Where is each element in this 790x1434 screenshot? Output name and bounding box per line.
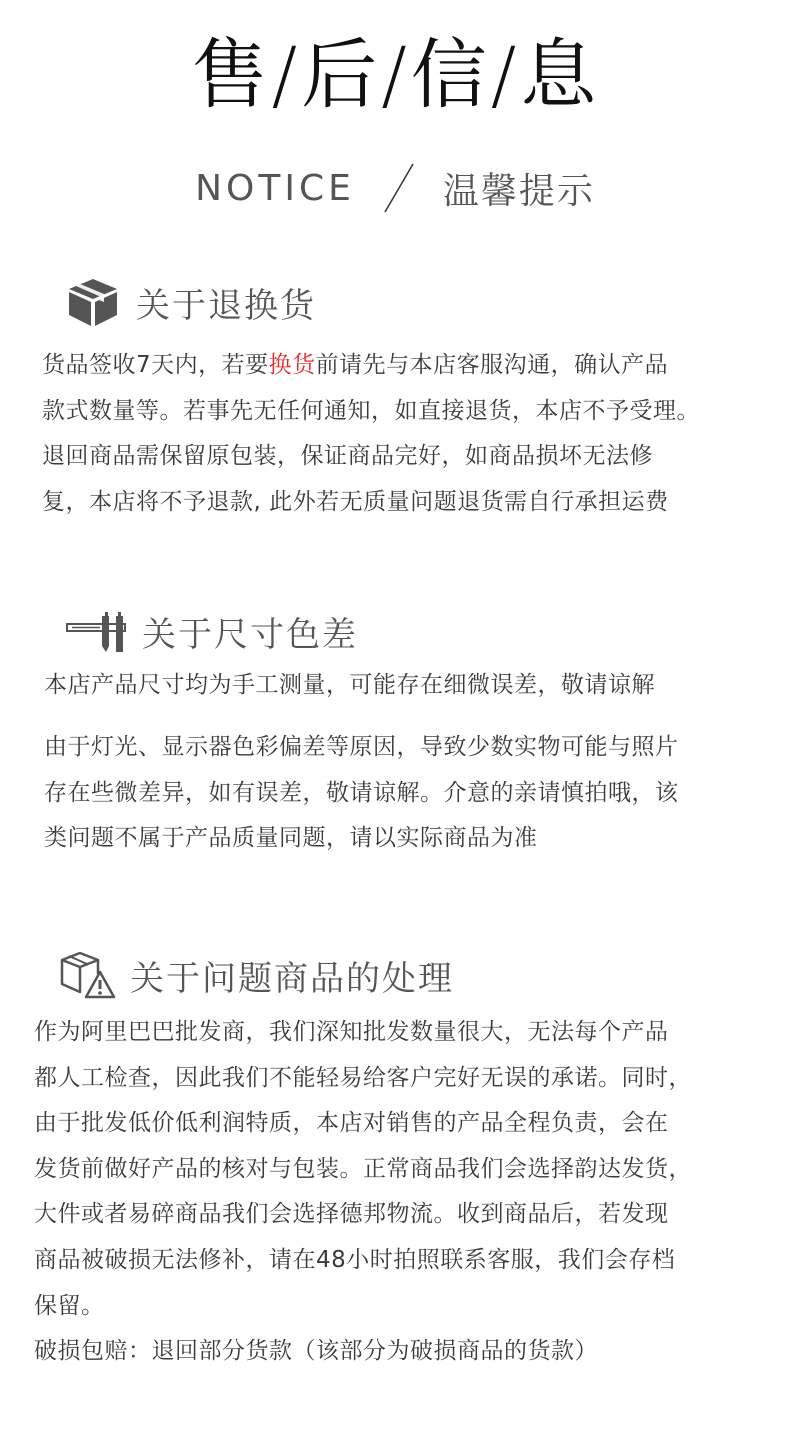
text-line: 破损包赔：退回部分货款（该部分为破损商品的货款）: [34, 1338, 598, 1365]
text-line: 保留。: [34, 1292, 105, 1319]
title-char: 息: [520, 30, 599, 119]
text-line: 发货前做好产品的核对与包装。正常商品我们会选择韵达发货，: [34, 1155, 692, 1182]
section-text-size-note: [44, 667, 655, 703]
text-line: 复，本店将不予退款, 此外若无质量问题退货需自行承担运费: [42, 488, 669, 515]
title-char: 售: [191, 30, 270, 119]
section-title: 关于退换货: [136, 285, 316, 326]
title-char: 后: [301, 30, 380, 119]
subtitle-en: NOTICE: [195, 167, 355, 209]
text-line: 存在些微差异，如有误差，敬请谅解。介意的亲请慎拍哦，该: [44, 779, 679, 806]
section-text-problem-goods: [34, 1010, 692, 1375]
title-char: 信: [410, 30, 489, 119]
section-text-returns: [42, 343, 700, 525]
text-line: 款式数量等。若事先无任何通知，如直接退货，本店不予受理。: [42, 397, 700, 424]
text-segment: 货品签收7天内，若要: [42, 352, 269, 378]
section-heading-returns: [66, 276, 316, 328]
title-separator: /: [381, 30, 409, 119]
text-line: 都人工检查，因此我们不能轻易给客户完好无误的承诺。同时，: [34, 1064, 692, 1091]
package-box-icon: [66, 276, 120, 328]
damaged-package-warning-icon: [60, 950, 116, 1000]
section-heading-size: [66, 607, 358, 656]
text-line: [42, 343, 700, 389]
text-line: 由于批发低价低利润特质，本店对销售的产品全程负责，会在: [34, 1110, 669, 1137]
text-line: 作为阿里巴巴批发商，我们深知批发数量很大，无法每个产品: [34, 1019, 669, 1045]
text-line: 大件或者易碎商品我们会选择德邦物流。收到商品后，若发现: [34, 1201, 669, 1228]
text-line: 本店产品尺寸均为手工测量，可能存在细微误差，敬请谅解: [44, 672, 655, 698]
text-line: 商品被破损无法修补，请在48小时拍照联系客服，我们会存档: [34, 1246, 676, 1273]
diagonal-divider: [379, 160, 419, 216]
section-text-color-note: [44, 725, 679, 862]
highlight-text: 换货: [268, 352, 316, 378]
text-segment: 前请先与本店客服沟通，确认产品: [315, 352, 669, 378]
caliper-icon: [66, 610, 128, 654]
title-separator: /: [271, 30, 300, 119]
section-title: 关于问题商品的处理: [130, 958, 454, 999]
section-heading-problem-goods: [60, 950, 454, 1000]
text-line: 退回商品需保留原包装，保证商品完好，如商品损坏无法修: [42, 443, 653, 469]
page-title: [0, 30, 790, 120]
title-separator: /: [490, 30, 519, 119]
section-title: 关于尺寸色差: [142, 615, 358, 655]
subtitle-cn: 温馨提示: [442, 170, 595, 212]
text-line: 类问题不属于产品质量同题，请以实际商品为准: [44, 825, 538, 851]
text-line: 由于灯光、显示器色彩偏差等原因，导致少数实物可能与照片: [44, 734, 679, 760]
subtitle: [0, 158, 790, 218]
